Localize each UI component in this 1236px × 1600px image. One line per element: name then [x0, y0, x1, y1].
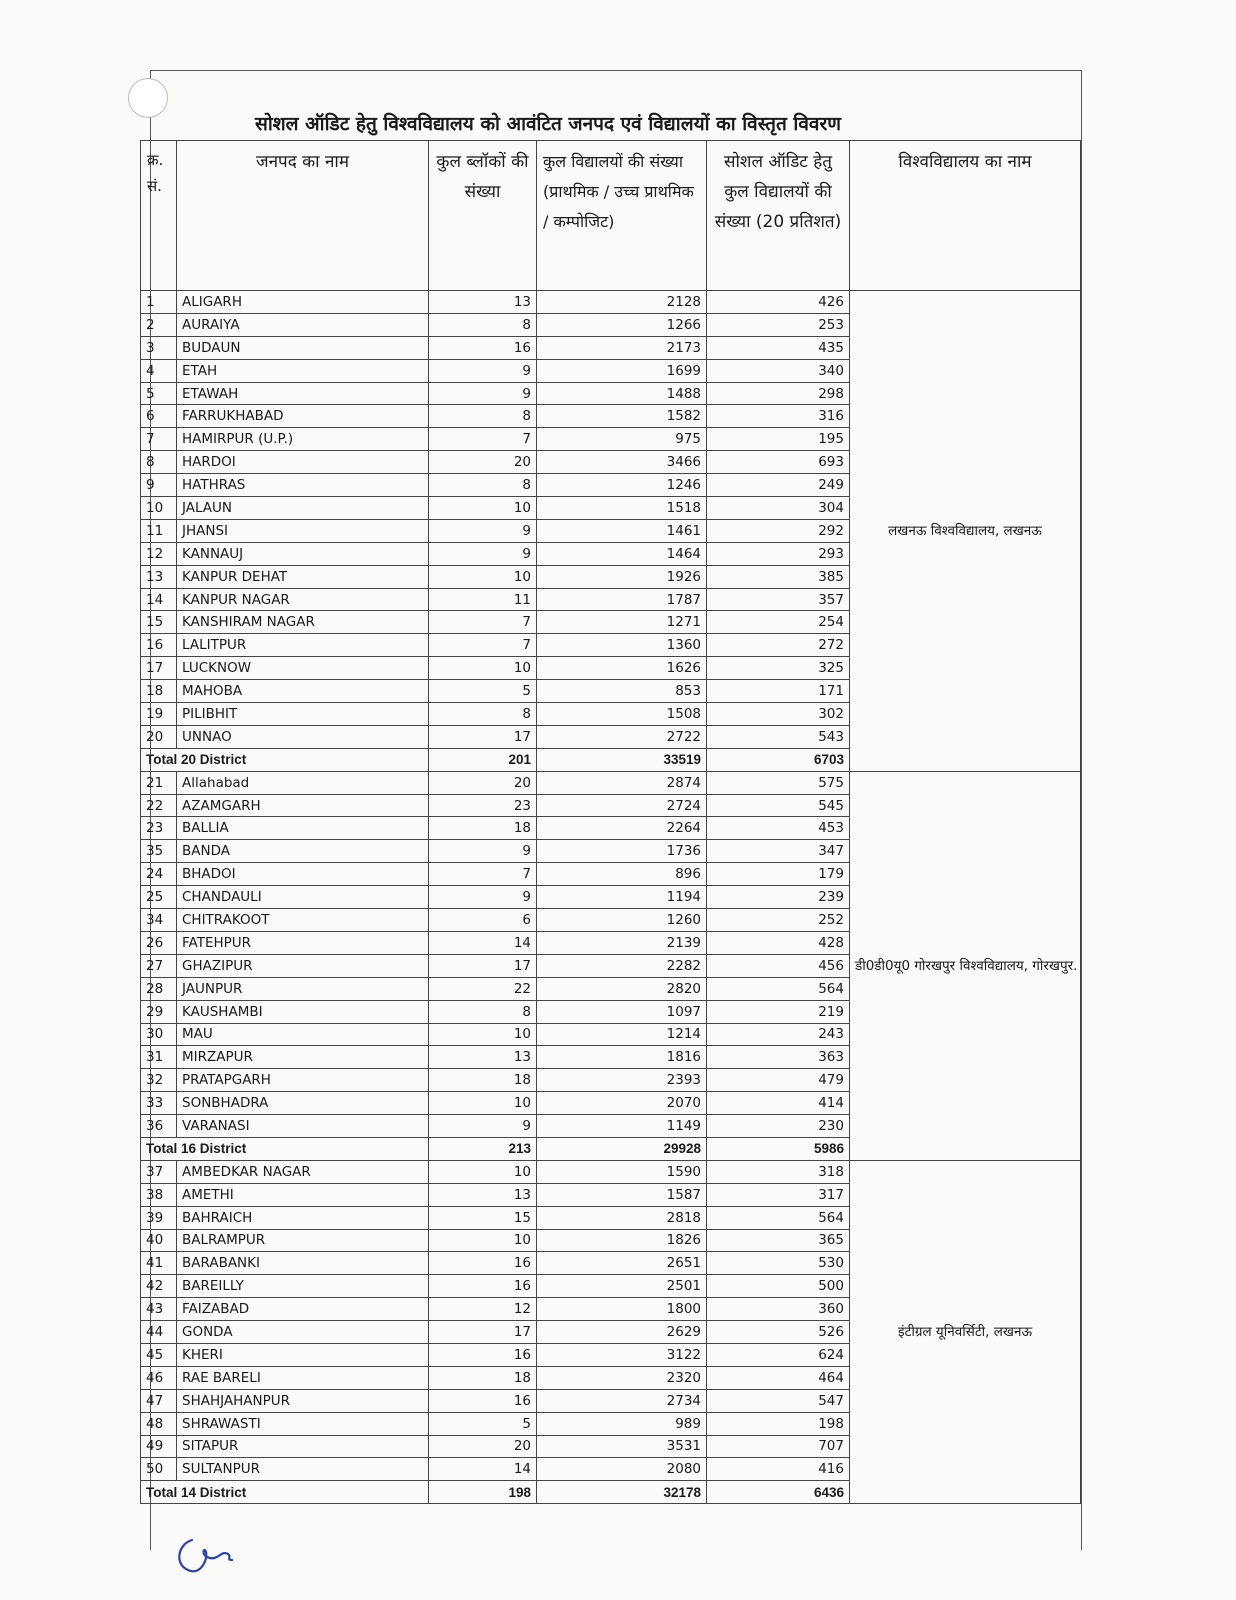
total-blocks: 201: [429, 748, 537, 771]
cell-district: JAUNPUR: [177, 977, 429, 1000]
cell-sr: 45: [141, 1343, 177, 1366]
cell-schools: 1736: [537, 840, 707, 863]
cell-sr: 10: [141, 497, 177, 520]
cell-audit: 272: [707, 634, 850, 657]
cell-sr: 25: [141, 886, 177, 909]
cell-sr: 3: [141, 336, 177, 359]
cell-blocks: 10: [429, 657, 537, 680]
cell-audit: 293: [707, 542, 850, 565]
cell-district: BARABANKI: [177, 1252, 429, 1275]
cell-blocks: 15: [429, 1206, 537, 1229]
cell-blocks: 18: [429, 817, 537, 840]
cell-sr: 41: [141, 1252, 177, 1275]
cell-sr: 48: [141, 1412, 177, 1435]
cell-district: LALITPUR: [177, 634, 429, 657]
cell-blocks: 5: [429, 1412, 537, 1435]
cell-schools: 1787: [537, 588, 707, 611]
cell-schools: 2080: [537, 1458, 707, 1481]
total-label: Total 14 District: [141, 1481, 429, 1504]
cell-audit: 318: [707, 1160, 850, 1183]
cell-schools: 3531: [537, 1435, 707, 1458]
cell-university: इंटीग्रल यूनिवर्सिटी, लखनऊ: [850, 1160, 1081, 1503]
cell-blocks: 9: [429, 519, 537, 542]
cell-schools: 2724: [537, 794, 707, 817]
cell-district: BAREILLY: [177, 1275, 429, 1298]
cell-district: GONDA: [177, 1321, 429, 1344]
cell-blocks: 16: [429, 1343, 537, 1366]
total-label: Total 16 District: [141, 1137, 429, 1160]
cell-schools: 2629: [537, 1321, 707, 1344]
cell-sr: 38: [141, 1183, 177, 1206]
cell-audit: 530: [707, 1252, 850, 1275]
cell-blocks: 14: [429, 1458, 537, 1481]
cell-blocks: 9: [429, 886, 537, 909]
cell-schools: 2722: [537, 725, 707, 748]
cell-schools: 1271: [537, 611, 707, 634]
cell-schools: 2820: [537, 977, 707, 1000]
cell-blocks: 10: [429, 1160, 537, 1183]
cell-blocks: 9: [429, 382, 537, 405]
cell-sr: 6: [141, 405, 177, 428]
cell-blocks: 23: [429, 794, 537, 817]
cell-audit: 547: [707, 1389, 850, 1412]
cell-sr: 49: [141, 1435, 177, 1458]
cell-district: PRATAPGARH: [177, 1069, 429, 1092]
cell-audit: 357: [707, 588, 850, 611]
cell-district: JHANSI: [177, 519, 429, 542]
cell-district: KANPUR NAGAR: [177, 588, 429, 611]
cell-audit: 464: [707, 1366, 850, 1389]
cell-audit: 171: [707, 680, 850, 703]
cell-sr: 33: [141, 1092, 177, 1115]
cell-schools: 1508: [537, 703, 707, 726]
cell-district: AZAMGARH: [177, 794, 429, 817]
punch-hole: [128, 78, 168, 118]
cell-sr: 42: [141, 1275, 177, 1298]
cell-district: KANNAUJ: [177, 542, 429, 565]
cell-district: FAIZABAD: [177, 1298, 429, 1321]
cell-sr: 46: [141, 1366, 177, 1389]
cell-schools: 1097: [537, 1000, 707, 1023]
cell-schools: 2320: [537, 1366, 707, 1389]
cell-audit: 707: [707, 1435, 850, 1458]
cell-schools: 3122: [537, 1343, 707, 1366]
cell-district: BALLIA: [177, 817, 429, 840]
cell-blocks: 9: [429, 840, 537, 863]
cell-blocks: 9: [429, 359, 537, 382]
cell-schools: 989: [537, 1412, 707, 1435]
cell-district: VARANASI: [177, 1115, 429, 1138]
cell-sr: 18: [141, 680, 177, 703]
cell-district: ALIGARH: [177, 291, 429, 314]
cell-university: लखनऊ विश्वविद्यालय, लखनऊ: [850, 291, 1081, 772]
cell-blocks: 20: [429, 1435, 537, 1458]
cell-sr: 27: [141, 954, 177, 977]
cell-blocks: 11: [429, 588, 537, 611]
cell-audit: 564: [707, 977, 850, 1000]
cell-district: CHITRAKOOT: [177, 909, 429, 932]
cell-district: AURAIYA: [177, 313, 429, 336]
cell-blocks: 6: [429, 909, 537, 932]
cell-schools: 2734: [537, 1389, 707, 1412]
cell-district: HATHRAS: [177, 474, 429, 497]
cell-sr: 37: [141, 1160, 177, 1183]
cell-district: ETAWAH: [177, 382, 429, 405]
cell-sr: 1: [141, 291, 177, 314]
cell-blocks: 13: [429, 1046, 537, 1069]
cell-district: BANDA: [177, 840, 429, 863]
header-district: जनपद का नाम: [177, 141, 429, 291]
table-header-row: [141, 141, 1081, 291]
cell-blocks: 12: [429, 1298, 537, 1321]
cell-audit: 195: [707, 428, 850, 451]
cell-schools: 2139: [537, 931, 707, 954]
cell-audit: 254: [707, 611, 850, 634]
cell-audit: 385: [707, 565, 850, 588]
cell-audit: 360: [707, 1298, 850, 1321]
cell-audit: 252: [707, 909, 850, 932]
cell-sr: 24: [141, 863, 177, 886]
cell-schools: 896: [537, 863, 707, 886]
cell-audit: 693: [707, 451, 850, 474]
cell-blocks: 17: [429, 725, 537, 748]
cell-blocks: 20: [429, 451, 537, 474]
cell-district: KHERI: [177, 1343, 429, 1366]
cell-schools: 1582: [537, 405, 707, 428]
cell-audit: 414: [707, 1092, 850, 1115]
cell-district: AMBEDKAR NAGAR: [177, 1160, 429, 1183]
cell-district: FATEHPUR: [177, 931, 429, 954]
cell-sr: 43: [141, 1298, 177, 1321]
cell-sr: 26: [141, 931, 177, 954]
header-sr: क्र. सं.: [141, 141, 177, 291]
cell-schools: 1360: [537, 634, 707, 657]
district-allocation-table: [140, 140, 1081, 1504]
cell-blocks: 16: [429, 1252, 537, 1275]
table-body: [141, 291, 1081, 1504]
cell-district: CHANDAULI: [177, 886, 429, 909]
cell-audit: 624: [707, 1343, 850, 1366]
cell-blocks: 7: [429, 634, 537, 657]
cell-blocks: 18: [429, 1366, 537, 1389]
cell-sr: 15: [141, 611, 177, 634]
cell-blocks: 13: [429, 291, 537, 314]
cell-blocks: 17: [429, 1321, 537, 1344]
signature-mark: [170, 1530, 240, 1580]
cell-audit: 302: [707, 703, 850, 726]
cell-schools: 1587: [537, 1183, 707, 1206]
cell-district: SONBHADRA: [177, 1092, 429, 1115]
cell-audit: 363: [707, 1046, 850, 1069]
total-schools: 33519: [537, 748, 707, 771]
cell-sr: 36: [141, 1115, 177, 1138]
cell-blocks: 13: [429, 1183, 537, 1206]
cell-audit: 179: [707, 863, 850, 886]
total-audit: 6436: [707, 1481, 850, 1504]
cell-district: SITAPUR: [177, 1435, 429, 1458]
cell-district: SHAHJAHANPUR: [177, 1389, 429, 1412]
cell-district: BALRAMPUR: [177, 1229, 429, 1252]
cell-audit: 239: [707, 886, 850, 909]
cell-district: AMETHI: [177, 1183, 429, 1206]
cell-schools: 975: [537, 428, 707, 451]
cell-audit: 253: [707, 313, 850, 336]
cell-district: KANSHIRAM NAGAR: [177, 611, 429, 634]
cell-schools: 1816: [537, 1046, 707, 1069]
cell-district: KAUSHAMBI: [177, 1000, 429, 1023]
header-blocks: कुल ब्लॉकों की संख्या: [429, 141, 537, 291]
cell-schools: 2651: [537, 1252, 707, 1275]
total-blocks: 213: [429, 1137, 537, 1160]
cell-sr: 44: [141, 1321, 177, 1344]
cell-audit: 426: [707, 291, 850, 314]
cell-schools: 2173: [537, 336, 707, 359]
cell-audit: 435: [707, 336, 850, 359]
cell-audit: 304: [707, 497, 850, 520]
cell-university: डी0डी0यू0 गोरखपुर विश्वविद्यालय, गोरखपुर.: [850, 771, 1081, 1160]
cell-sr: 47: [141, 1389, 177, 1412]
cell-audit: 500: [707, 1275, 850, 1298]
cell-sr: 31: [141, 1046, 177, 1069]
cell-audit: 292: [707, 519, 850, 542]
cell-sr: 29: [141, 1000, 177, 1023]
header-audit: सोशल ऑडिट हेतु कुल विद्यालयों की संख्या (20 प्रतिशत): [707, 141, 850, 291]
cell-sr: 40: [141, 1229, 177, 1252]
cell-audit: 526: [707, 1321, 850, 1344]
cell-sr: 32: [141, 1069, 177, 1092]
cell-blocks: 14: [429, 931, 537, 954]
cell-district: BAHRAICH: [177, 1206, 429, 1229]
cell-blocks: 10: [429, 1092, 537, 1115]
cell-schools: 2874: [537, 771, 707, 794]
cell-schools: 1518: [537, 497, 707, 520]
cell-audit: 543: [707, 725, 850, 748]
cell-schools: 1800: [537, 1298, 707, 1321]
cell-district: RAE BARELI: [177, 1366, 429, 1389]
cell-blocks: 8: [429, 474, 537, 497]
cell-sr: 14: [141, 588, 177, 611]
cell-sr: 35: [141, 840, 177, 863]
cell-schools: 1826: [537, 1229, 707, 1252]
cell-sr: 12: [141, 542, 177, 565]
cell-schools: 2393: [537, 1069, 707, 1092]
cell-sr: 34: [141, 909, 177, 932]
cell-audit: 347: [707, 840, 850, 863]
total-audit: 5986: [707, 1137, 850, 1160]
cell-sr: 16: [141, 634, 177, 657]
cell-schools: 853: [537, 680, 707, 703]
cell-blocks: 7: [429, 428, 537, 451]
cell-blocks: 8: [429, 313, 537, 336]
cell-district: GHAZIPUR: [177, 954, 429, 977]
cell-sr: 30: [141, 1023, 177, 1046]
cell-audit: 564: [707, 1206, 850, 1229]
cell-blocks: 5: [429, 680, 537, 703]
cell-schools: 1461: [537, 519, 707, 542]
cell-audit: 219: [707, 1000, 850, 1023]
cell-district: MAU: [177, 1023, 429, 1046]
cell-sr: 11: [141, 519, 177, 542]
cell-district: SULTANPUR: [177, 1458, 429, 1481]
cell-audit: 479: [707, 1069, 850, 1092]
cell-blocks: 9: [429, 1115, 537, 1138]
cell-district: UNNAO: [177, 725, 429, 748]
cell-sr: 39: [141, 1206, 177, 1229]
cell-blocks: 8: [429, 703, 537, 726]
cell-blocks: 22: [429, 977, 537, 1000]
cell-district: MIRZAPUR: [177, 1046, 429, 1069]
cell-schools: 1488: [537, 382, 707, 405]
cell-district: ETAH: [177, 359, 429, 382]
cell-district: JALAUN: [177, 497, 429, 520]
document-title: सोशल ऑडिट हेतु विश्वविद्यालय को आवंटित जनपद एवं विद्यालयों का विस्तृत विवरण: [255, 113, 841, 135]
cell-schools: 2501: [537, 1275, 707, 1298]
total-schools: 29928: [537, 1137, 707, 1160]
cell-audit: 365: [707, 1229, 850, 1252]
cell-audit: 416: [707, 1458, 850, 1481]
cell-audit: 298: [707, 382, 850, 405]
cell-blocks: 18: [429, 1069, 537, 1092]
header-schools: कुल विद्यालयों की संख्या (प्राथमिक / उच्च प्राथमिक / कम्पोजिट): [537, 141, 707, 291]
cell-district: KANPUR DEHAT: [177, 565, 429, 588]
cell-schools: 1699: [537, 359, 707, 382]
cell-blocks: 7: [429, 863, 537, 886]
cell-audit: 230: [707, 1115, 850, 1138]
cell-sr: 13: [141, 565, 177, 588]
cell-blocks: 16: [429, 1275, 537, 1298]
cell-blocks: 8: [429, 1000, 537, 1023]
total-blocks: 198: [429, 1481, 537, 1504]
cell-schools: 2128: [537, 291, 707, 314]
total-label: Total 20 District: [141, 748, 429, 771]
cell-schools: 1246: [537, 474, 707, 497]
cell-sr: 50: [141, 1458, 177, 1481]
cell-sr: 21: [141, 771, 177, 794]
cell-sr: 22: [141, 794, 177, 817]
table-row: [141, 1160, 1081, 1183]
cell-audit: 545: [707, 794, 850, 817]
cell-sr: 28: [141, 977, 177, 1000]
cell-blocks: 10: [429, 497, 537, 520]
cell-audit: 198: [707, 1412, 850, 1435]
cell-sr: 20: [141, 725, 177, 748]
cell-sr: 4: [141, 359, 177, 382]
cell-blocks: 10: [429, 1023, 537, 1046]
table-row: [141, 291, 1081, 314]
cell-audit: 249: [707, 474, 850, 497]
cell-audit: 340: [707, 359, 850, 382]
cell-schools: 2282: [537, 954, 707, 977]
cell-audit: 243: [707, 1023, 850, 1046]
cell-sr: 9: [141, 474, 177, 497]
cell-blocks: 17: [429, 954, 537, 977]
cell-schools: 1590: [537, 1160, 707, 1183]
cell-audit: 575: [707, 771, 850, 794]
table-row: [141, 771, 1081, 794]
cell-schools: 1214: [537, 1023, 707, 1046]
cell-district: SHRAWASTI: [177, 1412, 429, 1435]
cell-sr: 2: [141, 313, 177, 336]
cell-district: HAMIRPUR (U.P.): [177, 428, 429, 451]
cell-sr: 23: [141, 817, 177, 840]
cell-schools: 2818: [537, 1206, 707, 1229]
cell-schools: 2070: [537, 1092, 707, 1115]
cell-sr: 7: [141, 428, 177, 451]
cell-district: MAHOBA: [177, 680, 429, 703]
cell-district: LUCKNOW: [177, 657, 429, 680]
cell-schools: 1149: [537, 1115, 707, 1138]
cell-blocks: 20: [429, 771, 537, 794]
cell-audit: 453: [707, 817, 850, 840]
cell-blocks: 16: [429, 336, 537, 359]
cell-schools: 1464: [537, 542, 707, 565]
cell-audit: 456: [707, 954, 850, 977]
cell-sr: 19: [141, 703, 177, 726]
total-audit: 6703: [707, 748, 850, 771]
cell-schools: 1194: [537, 886, 707, 909]
cell-district: HARDOI: [177, 451, 429, 474]
cell-blocks: 16: [429, 1389, 537, 1412]
cell-sr: 17: [141, 657, 177, 680]
cell-blocks: 10: [429, 1229, 537, 1252]
cell-audit: 317: [707, 1183, 850, 1206]
cell-audit: 428: [707, 931, 850, 954]
cell-blocks: 7: [429, 611, 537, 634]
cell-district: PILIBHIT: [177, 703, 429, 726]
cell-schools: 1266: [537, 313, 707, 336]
cell-blocks: 8: [429, 405, 537, 428]
cell-blocks: 10: [429, 565, 537, 588]
cell-district: BHADOI: [177, 863, 429, 886]
cell-schools: 1260: [537, 909, 707, 932]
cell-district: BUDAUN: [177, 336, 429, 359]
cell-schools: 2264: [537, 817, 707, 840]
cell-audit: 325: [707, 657, 850, 680]
cell-sr: 8: [141, 451, 177, 474]
total-schools: 32178: [537, 1481, 707, 1504]
cell-schools: 1626: [537, 657, 707, 680]
cell-district: Allahabad: [177, 771, 429, 794]
cell-schools: 1926: [537, 565, 707, 588]
cell-audit: 316: [707, 405, 850, 428]
cell-sr: 5: [141, 382, 177, 405]
cell-district: FARRUKHABAD: [177, 405, 429, 428]
cell-blocks: 9: [429, 542, 537, 565]
cell-schools: 3466: [537, 451, 707, 474]
header-university: विश्वविद्यालय का नाम: [850, 141, 1081, 291]
